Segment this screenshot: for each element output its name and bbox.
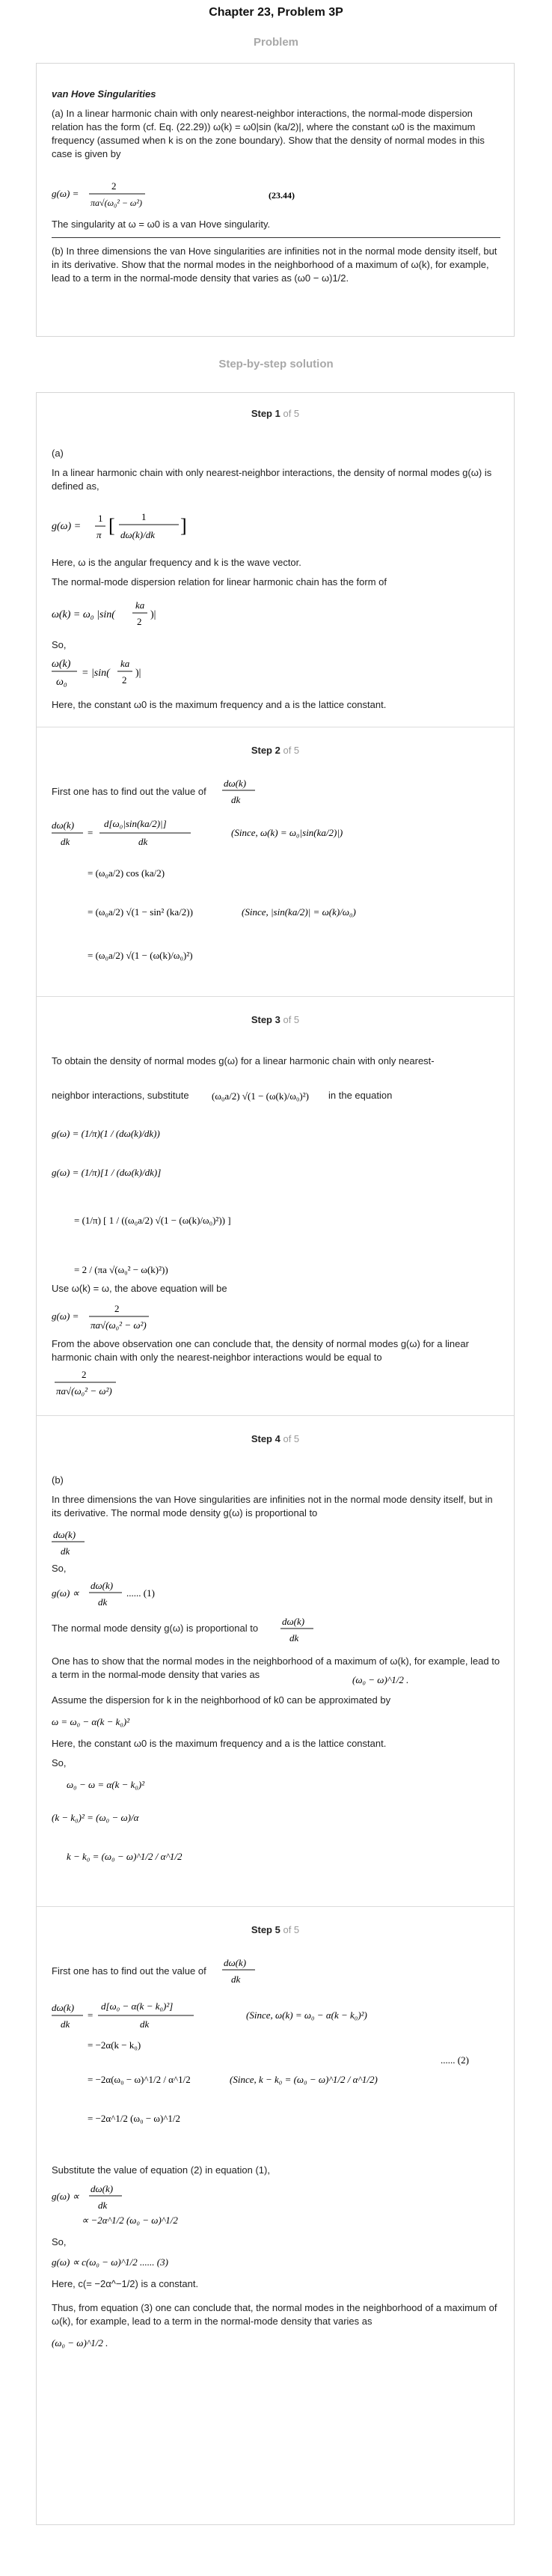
svg-text:g(ω) ∝: g(ω) ∝ — [52, 2191, 79, 2202]
problem-divider — [52, 237, 500, 238]
step-3-eq-result — [52, 1298, 201, 1333]
svg-text:dω(k): dω(k) — [52, 820, 75, 831]
svg-text:g(ω) =: g(ω) = — [52, 1310, 79, 1322]
problem-part-b: (b) In three dimensions the van Hove singularities are infinities not in the normal mode density itself, but in its derivative. Show that the normal modes in the neighborhood of a maximum of ω(k), for example, lead to a term in the normal-mode density that varies as (ω0 − ω)1/2. — [52, 245, 497, 284]
svg-text:g(ω) = (1/π)[1 / (dω(k)/dk)]: g(ω) = (1/π)[1 / (dω(k)/dk)] — [52, 1167, 162, 1178]
svg-text:ka: ka — [135, 599, 145, 611]
step-4-eq-1 — [52, 1577, 201, 1610]
svg-text:dω(k): dω(k) — [52, 2002, 75, 2013]
svg-text:g(ω) =: g(ω) = — [52, 521, 82, 532]
step-2-p1: First one has to find out the value of — [52, 786, 206, 797]
svg-text:= −2α(ω₀ − ω)^1/2 / α^1/2: = −2α(ω₀ − ω)^1/2 / α^1/2 — [88, 2074, 191, 2085]
svg-text:g(ω) =: g(ω) = — [52, 188, 79, 199]
page-title: Chapter 23, Problem 3P — [209, 6, 343, 19]
svg-text:dk: dk — [98, 2200, 108, 2211]
svg-text:dω(k): dω(k) — [282, 1616, 305, 1627]
step-1-part: (a) — [52, 448, 64, 459]
svg-text:πa√(ω₀² − ω²): πa√(ω₀² − ω²) — [91, 198, 142, 208]
step-2-derivation — [52, 812, 500, 984]
divider-2 — [37, 996, 514, 997]
svg-text:g(ω) = (1/π)(1 / (dω(k)/dk)): g(ω) = (1/π)(1 / (dω(k)/dk)) — [52, 1128, 160, 1139]
svg-text:(ω₀ − ω)^1/2 .: (ω₀ − ω)^1/2 . — [52, 2337, 108, 2348]
svg-text:]: ] — [180, 515, 187, 537]
svg-text:dω(k): dω(k) — [53, 1529, 76, 1540]
svg-text:2: 2 — [111, 180, 117, 192]
svg-text:(k − k₀)² = (ω₀ − ω)/α: (k − k₀)² = (ω₀ − ω)/α — [52, 1812, 139, 1823]
svg-text:dk: dk — [61, 1545, 70, 1557]
step-5-eq-3 — [52, 2250, 246, 2273]
problem-part-a: (a) In a linear harmonic chain with only nearest-neighbor interactions, the normal-mode dispersion relation has the form (cf. Eq. (22.29)) ω(k) = ω0|sin (ka/2)|, where the constant ω0 is the maximum frequency (assumed when k is on the zone boundary). Show that the density of normal modes in this case is given by — [52, 108, 485, 159]
solution-label: Step-by-step solution — [218, 358, 334, 370]
divider-4 — [37, 1906, 514, 1907]
svg-text:d[ω₀ − α(k − k₀)²]: d[ω₀ − α(k − k₀)²] — [101, 2000, 174, 2012]
svg-text:(Since, ω(k) = ω₀ − α(k − k₀)²: (Since, ω(k) = ω₀ − α(k − k₀)²) — [246, 2009, 367, 2021]
svg-text:1: 1 — [98, 513, 103, 524]
step-5-eq-final — [52, 2331, 141, 2352]
step-1-p3: The normal-mode dispersion relation for linear harmonic chain has the form of — [52, 576, 387, 587]
svg-text:ω = ω₀ − α(k − k₀)²: ω = ω₀ − α(k − k₀)² — [52, 1716, 130, 1727]
step-4-p4: One has to show that the normal modes in the neighborhood of a maximum of ω(k), for example, lead to a term in the normal-mode density that varies as — [52, 1655, 500, 1680]
step-5-eq-dwdk — [222, 1953, 267, 1987]
problem-equation — [52, 176, 321, 212]
svg-text:dk: dk — [289, 1632, 299, 1643]
svg-text:dω(k): dω(k) — [224, 778, 247, 789]
svg-text:πa√(ω₀² − ω²): πa√(ω₀² − ω²) — [56, 1385, 112, 1397]
svg-text:= (ω₀a/2) cos (ka/2): = (ω₀a/2) cos (ka/2) — [88, 867, 165, 879]
svg-text:g(ω) ∝ c(ω₀ − ω)^1/2 ...... (3: g(ω) ∝ c(ω₀ − ω)^1/2 ...... (3) — [52, 2256, 168, 2268]
svg-text:dω(k): dω(k) — [91, 2183, 114, 2194]
step-1-p2: Here, ω is the angular frequency and k is the wave vector. — [52, 557, 301, 568]
step-2-header: Step 2 of 5 — [251, 745, 300, 756]
svg-text:ka: ka — [120, 658, 130, 669]
step-1-p1: In a linear harmonic chain with only nearest-neighbor interactions, the density of normal modes g(ω) is defined as, — [52, 467, 492, 492]
step-4-p7: So, — [52, 1757, 67, 1768]
step-1-eq-density — [52, 505, 246, 547]
svg-text:1: 1 — [141, 511, 147, 522]
svg-text:dk: dk — [140, 2018, 150, 2030]
svg-text:d[ω₀|sin(ka/2)|]: d[ω₀|sin(ka/2)|] — [104, 818, 167, 829]
step-4-eq-approx — [52, 1710, 231, 1733]
svg-text:2: 2 — [114, 1303, 120, 1314]
svg-text:dω(k): dω(k) — [224, 1957, 247, 1968]
step-5-p1: First one has to find out the value of — [52, 1965, 206, 1977]
step-1-p5: Here, the constant ω0 is the maximum frequency and a is the lattice constant. — [52, 699, 387, 710]
svg-text:=: = — [88, 2009, 93, 2021]
svg-text:(Since, k − k₀ = (ω₀ − ω)^1/2: (Since, k − k₀ = (ω₀ − ω)^1/2 / α^1/2) — [230, 2074, 378, 2085]
step-4-eq-dwdk-2 — [280, 1613, 325, 1646]
step-3-p3: Use ω(k) = ω, the above equation will be — [52, 1283, 227, 1294]
step-5-p5: Thus, from equation (3) one can conclude that, the normal modes in the neighborhood of a maximum of ω(k), for example, lead to a term in the normal-mode density that varies as — [52, 2302, 497, 2327]
problem-singularity: The singularity at ω = ω0 is a van Hove singularity. — [52, 219, 271, 230]
svg-text:π: π — [96, 529, 102, 540]
svg-text:= (1/π) [ 1 / ((ω₀a/2) √(1 − (: = (1/π) [ 1 / ((ω₀a/2) √(1 − (ω(k)/ω₀)²)) ] — [74, 1215, 231, 1226]
step-4-p2: So, — [52, 1563, 67, 1574]
step-4-p6: Here, the constant ω0 is the maximum frequency and a is the lattice constant. — [52, 1738, 387, 1749]
svg-text:dk: dk — [231, 1974, 241, 1985]
step-3-p4: From the above observation one can conclude that, the density of normal modes g(ω) for a linear harmonic chain with only the nearest-neighbor interactions would be equal to — [52, 1338, 469, 1363]
svg-text:g(ω) ∝: g(ω) ∝ — [52, 1587, 79, 1599]
svg-text:= −2α(k − k₀): = −2α(k − k₀) — [88, 2039, 141, 2051]
eq-number: (23.44) — [269, 190, 295, 201]
svg-text:(Since, ω(k) = ω₀|sin(ka/2)|): (Since, ω(k) = ω₀|sin(ka/2)|) — [231, 827, 343, 838]
svg-text:)|: )| — [150, 609, 156, 620]
step-3-p2: neighbor interactions, substitute — [52, 1090, 189, 1101]
svg-text:ω₀: ω₀ — [56, 677, 67, 688]
step-2-eq-dwdk — [222, 773, 267, 808]
svg-text:dk: dk — [61, 836, 70, 847]
step-1-eq-ratio — [52, 652, 246, 692]
step-4-p1: In three dimensions the van Hove singularities are infinities not in the normal mode density itself, but in its derivative. The normal mode density g(ω) is proportional to — [52, 1494, 493, 1519]
svg-text:(ω₀ − ω)^1/2 .: (ω₀ − ω)^1/2 . — [352, 1674, 409, 1685]
step-3-header: Step 3 of 5 — [251, 1014, 300, 1025]
step-1-header: Step 1 of 5 — [251, 408, 300, 419]
step-5-p4: Here, c(= −2α^−1/2) is a constant. — [52, 2278, 199, 2289]
step-4-p5: Assume the dispersion for k in the neighborhood of k0 can be approximated by — [52, 1694, 391, 1706]
step-4-eq-dwdk — [52, 1524, 96, 1557]
step-4-header: Step 4 of 5 — [251, 1433, 300, 1444]
step-5-eq-sub — [52, 2180, 276, 2229]
svg-text:(ω₀a/2) √(1 − (ω(k)/ω₀)²): (ω₀a/2) √(1 − (ω(k)/ω₀)²) — [212, 1090, 309, 1102]
svg-text:...... (1): ...... (1) — [126, 1587, 155, 1599]
svg-text:= (ω₀a/2) √(1 − sin² (ka/2)): = (ω₀a/2) √(1 − sin² (ka/2)) — [88, 906, 193, 918]
divider-3 — [37, 1415, 514, 1416]
svg-text:ω₀ − ω = α(k − k₀)²: ω₀ − ω = α(k − k₀)² — [67, 1779, 145, 1790]
svg-text:dω(k)/dk: dω(k)/dk — [120, 529, 155, 540]
svg-text:πa√(ω₀² − ω²): πa√(ω₀² − ω²) — [91, 1319, 147, 1331]
svg-text:dk: dk — [98, 1596, 108, 1608]
svg-text:dk: dk — [231, 794, 241, 805]
step-5-derivation — [52, 1994, 500, 2159]
problem-box — [36, 63, 515, 337]
svg-text:= (ω₀a/2) √(1 − (ω(k)/ω₀)²): = (ω₀a/2) √(1 − (ω(k)/ω₀)²) — [88, 950, 193, 961]
step-4-part: (b) — [52, 1474, 64, 1486]
svg-text:...... (2): ...... (2) — [441, 2054, 469, 2066]
step-3-p2b: in the equation — [328, 1090, 393, 1101]
problem-label: Problem — [253, 36, 298, 49]
svg-text:k − k₀ = (ω₀ − ω)^1/2 / α^1/2: k − k₀ = (ω₀ − ω)^1/2 / α^1/2 — [67, 1851, 183, 1862]
svg-text:dω(k): dω(k) — [91, 1580, 114, 1591]
step-4-eq-power — [352, 1668, 435, 1689]
svg-text:= −2α^1/2 (ω₀ − ω)^1/2: = −2α^1/2 (ω₀ − ω)^1/2 — [88, 2113, 181, 2124]
step-3-p1: To obtain the density of normal modes g(ω) for a linear harmonic chain with only nearest- — [52, 1055, 435, 1066]
problem-heading: van Hove Singularities — [52, 88, 156, 100]
step-3-eq-sub — [212, 1077, 331, 1113]
svg-text:dk: dk — [61, 2018, 70, 2030]
svg-text:=: = — [88, 827, 93, 838]
step-5-header: Step 5 of 5 — [251, 1924, 300, 1935]
svg-text:= |sin(: = |sin( — [82, 668, 110, 679]
svg-text:2: 2 — [122, 674, 127, 686]
step-5-p3: So, — [52, 2236, 67, 2247]
svg-text:2: 2 — [137, 616, 142, 627]
svg-text:ω(k) = ω₀ |sin(: ω(k) = ω₀ |sin( — [52, 609, 115, 620]
svg-text:)|: )| — [135, 668, 141, 679]
step-5-p2: Substitute the value of equation (2) in equation (1), — [52, 2164, 270, 2176]
step-1-p4: So, — [52, 639, 67, 650]
svg-text:∝ −2α^1/2 (ω₀ − ω)^1/2: ∝ −2α^1/2 (ω₀ − ω)^1/2 — [82, 2215, 178, 2226]
svg-text:ω(k): ω(k) — [52, 659, 71, 670]
svg-text:= 2 / (πa √(ω₀² − ω(k)²)): = 2 / (πa √(ω₀² − ω(k)²)) — [74, 1264, 168, 1275]
svg-text:[: [ — [108, 515, 115, 537]
step-1-eq-dispersion — [52, 595, 246, 632]
svg-text:2: 2 — [82, 1369, 87, 1380]
step-4-derivation — [52, 1771, 276, 1891]
svg-text:(Since, |sin(ka/2)| = ω(k)/ω₀): (Since, |sin(ka/2)| = ω(k)/ω₀) — [242, 906, 356, 918]
solution-box — [36, 392, 515, 2525]
step-3-eq-final — [52, 1366, 171, 1400]
svg-text:dk: dk — [138, 836, 148, 847]
step-4-p3: The normal mode density g(ω) is proportional to — [52, 1623, 259, 1634]
